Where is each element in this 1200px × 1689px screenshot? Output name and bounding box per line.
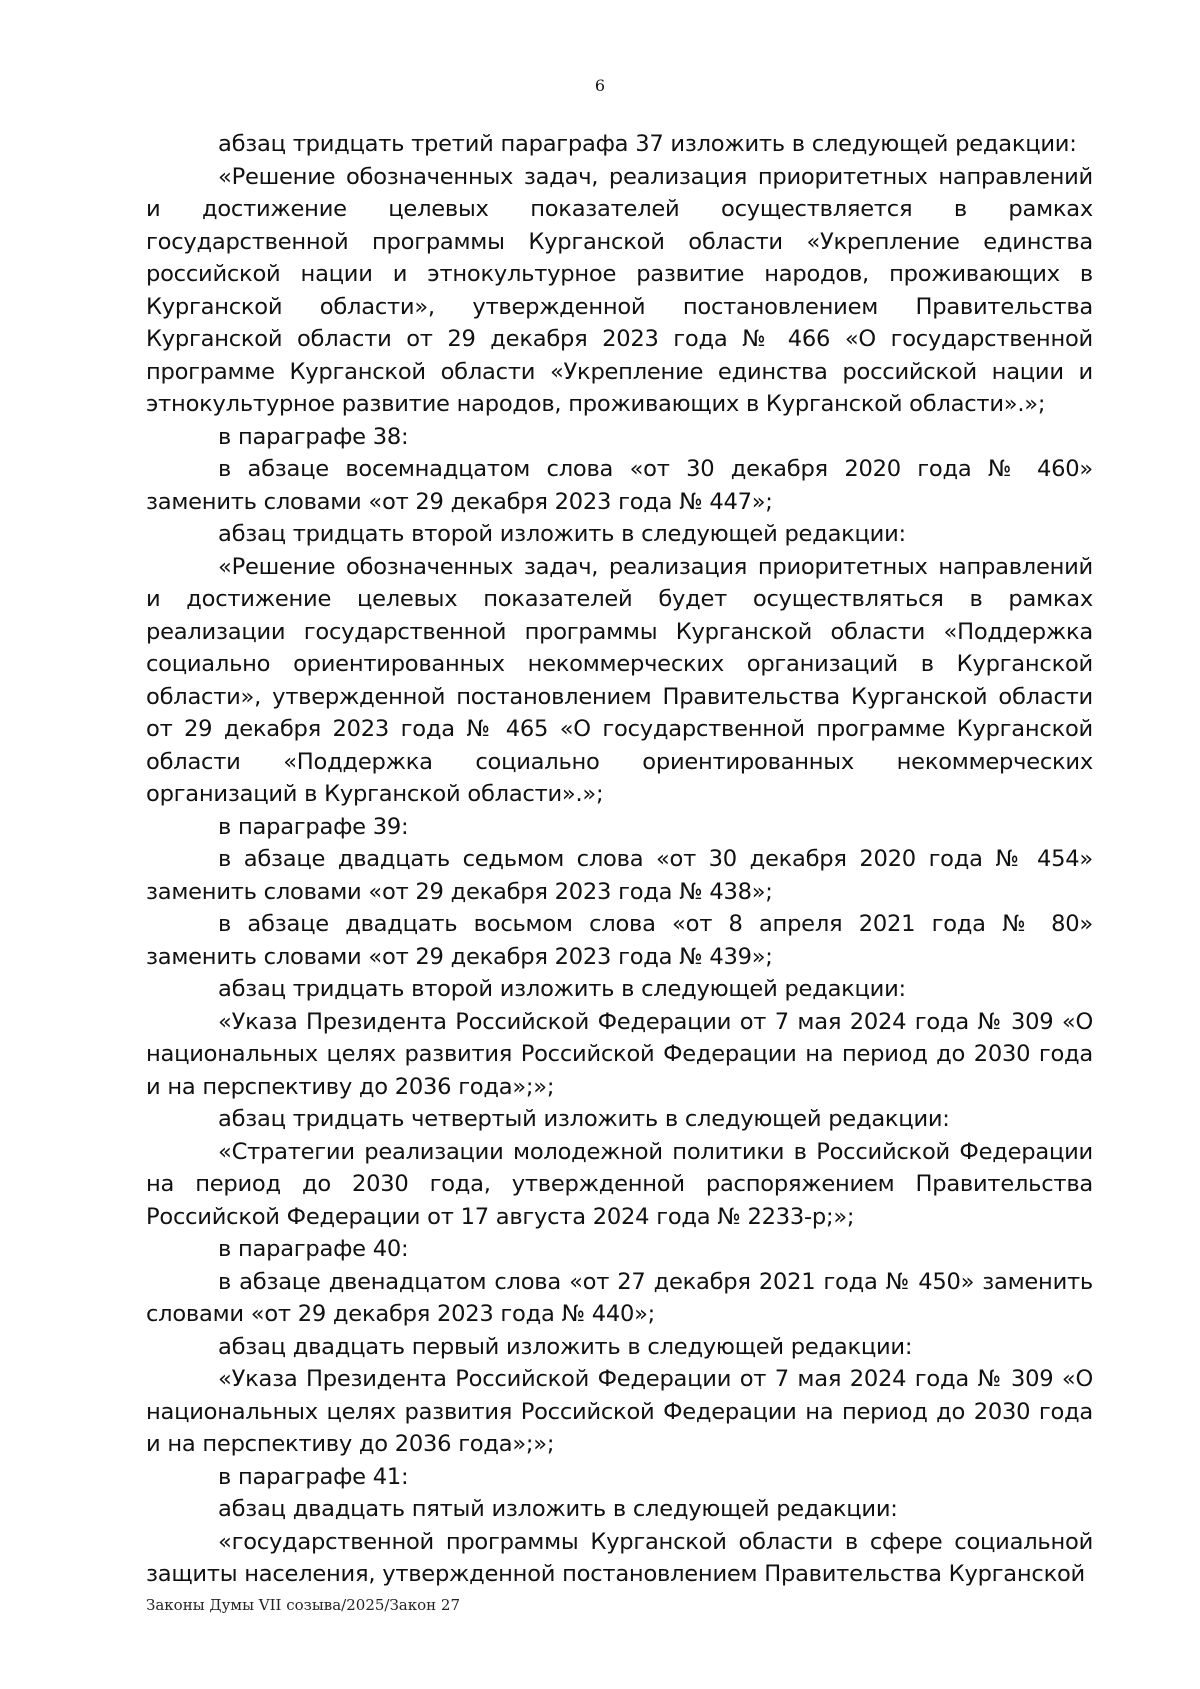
page-number: 6: [594, 76, 606, 95]
paragraph: в параграфе 41:: [218, 1463, 409, 1490]
paragraph: абзац двадцать пятый изложить в следующей редакции:: [218, 1496, 898, 1522]
paragraph: в абзаце двенадцатом слова «от 27 декабря 2021 года № 450» заменить словами «от 29 декабря 2023 года № 440»;: [146, 1268, 1093, 1327]
document-body: [146, 128, 1093, 1591]
paragraph: в абзаце восемнадцатом слова «от 30 декабря 2020 года № 460» заменить словами «от 29 декабря 2023 года № 447»;: [146, 456, 1093, 515]
paragraph: «государственной программы Курганской области в сфере социальной защиты населения, утвержденной постановлением Правительства Курганской: [146, 1528, 1093, 1587]
paragraph: в абзаце двадцать восьмом слова «от 8 апреля 2021 года № 80» заменить словами «от 29 декабря 2023 года № 439»;: [146, 911, 1093, 970]
paragraph: «Решение обозначенных задач, реализация приоритетных направлений и достижение целевых показателей осуществляется в рамках государственной программы Курганской области «Укрепление единства российской нации и этнокультурное развитие народов, проживающих в Курганской области», утвержденной постановлением Правительства Курганской области от 29 декабря 2023 года № 466 «О государственной программе Курганской области «Укрепление единства российской нации и этнокультурное развитие народов, проживающих в Курганской области».»;: [146, 163, 1093, 417]
paragraph: в параграфе 40:: [218, 1236, 409, 1262]
paragraph: «Стратегии реализации молодежной политики в Российской Федерации на период до 2030 года, утвержденной распоряжением Правительства Российской Федерации от 17 августа 2024 года № 2233-р;»;: [146, 1138, 1093, 1230]
paragraph: абзац двадцать первый изложить в следующей редакции:: [218, 1333, 913, 1360]
paragraph: в параграфе 39:: [218, 813, 409, 840]
paragraph: абзац тридцать четвертый изложить в следующей редакции:: [218, 1106, 950, 1132]
document-footer: Законы Думы VII созыва/2025/Закон 27: [146, 1596, 461, 1614]
paragraph: «Решение обозначенных задач, реализация приоритетных направлений и достижение целевых показателей будет осуществляться в рамках реализации государственной программы Курганской области «Поддержка социально ориентированных некоммерческих организаций в Курганской области», утвержденной постановлением Правительства Курганской области от 29 декабря 2023 года № 465 «О государственной программе Курганской области «Поддержка социально ориентированных некоммерческих организаций в Курганской области».»;: [146, 553, 1093, 807]
paragraph: в абзаце двадцать седьмом слова «от 30 декабря 2020 года № 454» заменить словами «от 29 декабря 2023 года № 438»;: [146, 846, 1093, 905]
paragraph: в параграфе 38:: [218, 423, 409, 450]
paragraph: «Указа Президента Российской Федерации от 7 мая 2024 года № 309 «О национальных целях развития Российской Федерации на период до 2030 года и на перспективу до 2036 года»;»;: [146, 1366, 1093, 1457]
paragraph: «Указа Президента Российской Федерации от 7 мая 2024 года № 309 «О национальных целях развития Российской Федерации на период до 2030 года и на перспективу до 2036 года»;»;: [146, 1008, 1093, 1100]
paragraph: абзац тридцать второй изложить в следующей редакции:: [218, 521, 906, 547]
paragraph: абзац тридцать третий параграфа 37 изложить в следующей редакции:: [218, 131, 1077, 157]
paragraph: абзац тридцать второй изложить в следующей редакции:: [218, 976, 906, 1002]
